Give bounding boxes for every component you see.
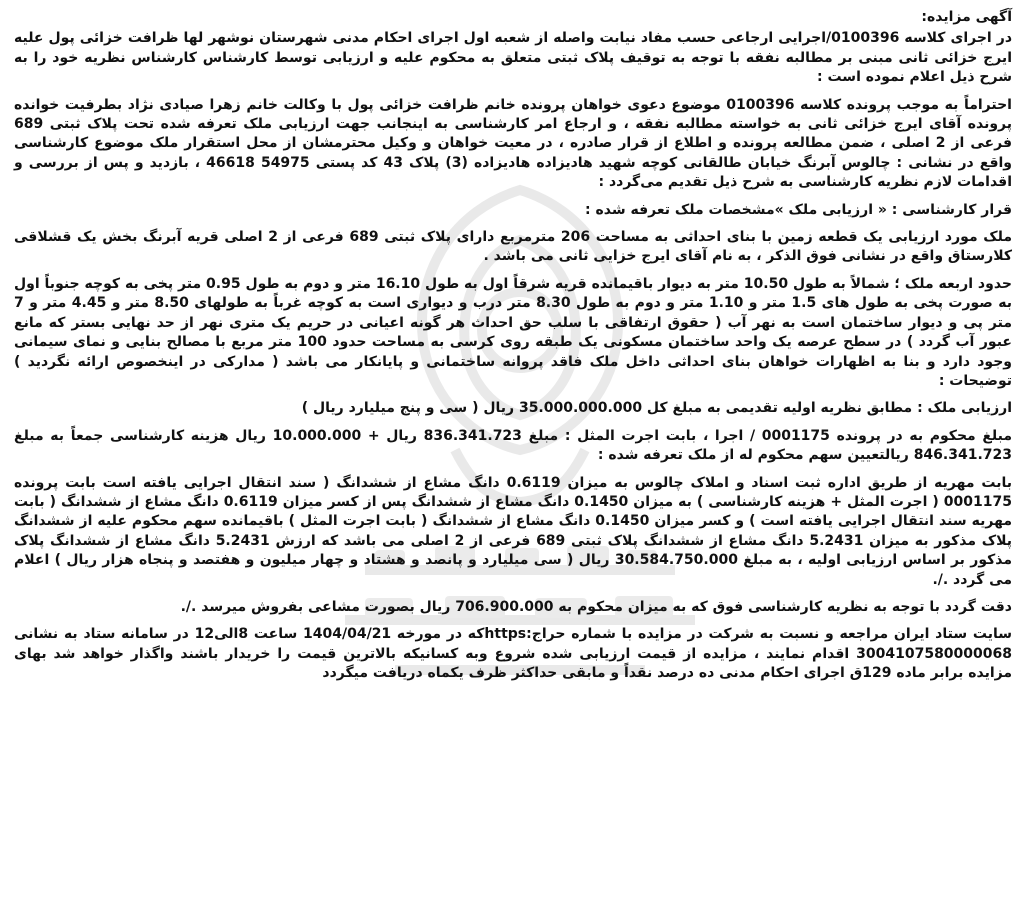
paragraph-intro: در اجرای کلاسه 0100396/اجرایی ارجاعی حسب مفاد نیابت واصله از شعبه اول اجرای احکام مدنی شهرستان نوشهر لها ظرافت خزائی پول علیه ایرج خزائی ثانی مبنی بر مطالبه نفقه با توجه به توقیف پلاک ثبتی متعلق به محکوم علیه و ارزیابی توسط کارشناس کارشناس نظریه خود را به شرح ذیل اعلام نموده است : bbox=[14, 30, 1013, 86]
paragraph-property-description: ملک مورد ارزیابی یک قطعه زمین با بنای احداثی به مساحت 206 مترمربع دارای پلاک ثبتی 689 فرعی از 2 اصلی قریه آبرنگ بخش یک قشلاقی کلارستاق واقع در نشانی فوق الذکر ، به نام آقای ایرج خزایی ثانی می باشد . bbox=[14, 229, 1012, 265]
paragraph-auction-details: سایت ستاد ایران مراجعه و نسبت به شرکت در مزایده با شماره حراج:httpsکه در مورخه 1404/04/21 ساعت 8الی12 در سامانه ستاد به نشانی 3004107580000068 اقدام نمایند ، مزایده از قیمت ارزیابی شده شروع وبه کسانیکه بالاترین قیمت را خریدار باشند واگذار خواهد شد بهای مزایده برابر ماده 129ق اجرای احکام مدنی ده درصد نقداً و مابقی حداکثر ظرف یکماه دریافت میگردد bbox=[14, 626, 1012, 682]
paragraph-expert-heading: قرار کارشناسی : « ارزیابی ملک »مشخصات ملک تعرفه شده : bbox=[585, 201, 1012, 218]
paragraph-debt-amount: مبلغ محکوم به در پرونده 0001175 / اجرا ، بابت اجرت المثل : مبلغ 836.341.723 ریال + 10.000.000 ریال هزینه کارشناسی جمعاً به مبلغ 846.341.723 ریالتعیین سهم محکوم له از ملک تعرفه شده : bbox=[14, 427, 1013, 464]
paragraph-dowry-shares: بابت مهریه از طریق اداره ثبت اسناد و املاک چالوس به میزان 0.6119 دانگ مشاع از ششدانگ ( سند انتقال اجرایی یافته است بابت پرونده 0001175 ( اجرت المثل + هزینه کارشناسی ) به میزان 0.1450 دانگ مشاع از ششدانگ پس از کسر میزان 0.6119 دانگ مشاع از ششدانگ ( بابت مهریه سند انتقال اجرایی یافته است ) و کسر میزان 0.1450 دانگ مشاع از ششدانگ ( بابت اجرت المثل ) باقیمانده سهم محکوم علیه از ششدانگ پلاک مذکور به میزان 5.2431 دانگ مشاع از ششدانگ پلاک ثبتی 689 فرعی از 2 اصلی می باشد که ارزش 5.2431 دانگ مشاع از ششدانگ پلاک مذکور بر اساس ارزیابی اولیه ، به مبلغ 30.584.750.000 ریال ( سی میلیارد و پانصد و هشتاد و چهار میلیون و هفتصد و پنجاه هزار ریال ) اعلام می گردد ./. bbox=[14, 474, 1013, 588]
auction-notice bbox=[14, 8, 1012, 692]
paragraph-sale-amount: دقت گردد با توجه به نظریه کارشناسی فوق که به میزان محکوم به 706.900.000 ریال بصورت مشاعی بفروش میرسد ./. bbox=[180, 598, 1012, 615]
paragraph-case-request: احتراماً به موجب پرونده کلاسه 0100396 موضوع دعوی خواهان پرونده خانم ظرافت خزائی پول با وکالت خانم زهرا صیادی نژاد بطرفیت خوانده پرونده آقای ایرج خزائی ثانی به خواسته مطالبه نفقه ، و ارجاع امر کارشناسی به اینجانب جهت ارزیابی ملک تعرفه شده تحت پلاک ثبتی 689 فرعی از 2 اصلی ، ضمن مطالعه پرونده و اطلاع از قرار صادره ، در معیت خواهان و وکیل محترمشان از محل استقرار ملک موضوع کارشناسی واقع در نشانی : چالوس آبرنگ خیابان طالقانی کوچه شهید هادیزاده هادیزاده (3) پلاک 43 کد پستی 54975 46618 ، بازدید و پس از بررسی و اقدامات لازم نظریه کارشناسی به شرح ذیل تقدیم می‌گردد : bbox=[14, 96, 1013, 191]
paragraph-property-boundaries: حدود اربعه ملک ؛ شمالاً به طول 10.50 متر به دیوار باقیمانده قریه شرقاً اول به طول 16.10 متر و دوم به طول 0.95 متر پخی به کوچه جنوباً اول به صورت پخی به طول های 1.5 متر و 1.10 متر و دوم به طول 8.30 متر درب و دیواری است به کوچه غرباً به طولهای 8.50 متر و 4.45 متر و 7 متر پی و دیوار ساختمان است به نهر آب ( حقوق ارتفاقی با سلب حق احداث هر گونه اعیانی در حریم یک متری نهر از حد نهایی بستر که مانع عبور آب گردد ) در سطح عرصه یک واحد ساختمان مسکونی یک طبقه روی کرسی به مساحت حدود 100 متر مربع با مصالح بنایی و نمای سیمانی وجود دارد و بنا به اظهارات خواهان بنای احداثی داخل ملک فاقد پروانه ساختمانی و پایانکار می باشد ( مدارکی در اینخصوص ارائه نگردید ) توضیحات : bbox=[14, 275, 1012, 389]
notice-title: آگهی مزایده: bbox=[921, 9, 1012, 25]
paragraph-property-valuation: ارزیابی ملک : مطابق نظریه اولیه تقدیمی به مبلغ کل 35.000.000.000 ریال ( سی و پنج میلیارد ریال ) bbox=[301, 400, 1012, 417]
